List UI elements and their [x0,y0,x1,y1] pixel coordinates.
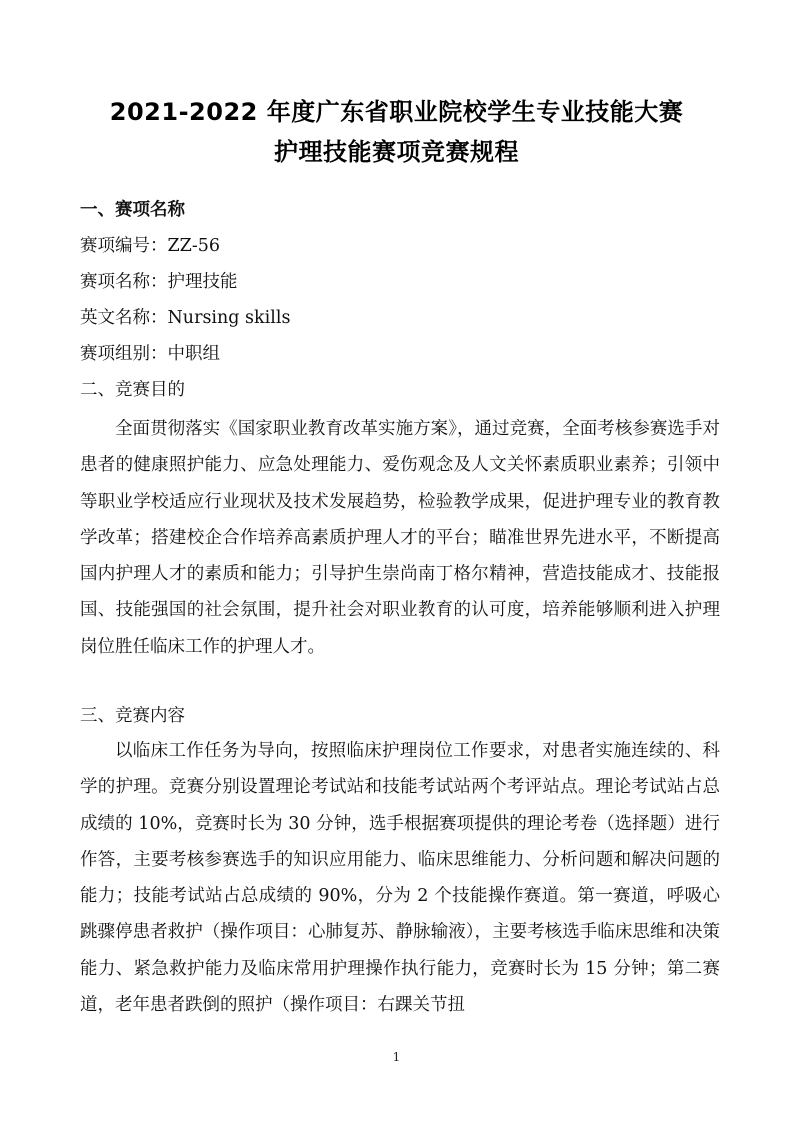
section-heading-event-name: 一、赛项名称 [80,200,185,220]
event-name: 赛项名称：护理技能 [80,272,238,292]
document-title-line-2: 护理技能赛项竞赛规程 [274,138,519,166]
section-heading-purpose: 二、竞赛目的 [80,380,185,400]
event-english-name: 英文名称：Nursing skills [80,308,291,328]
document-title-line-1: 2021-2022 年度广东省职业院校学生专业技能大赛 [109,98,684,126]
purpose-paragraph: 全面贯彻落实《国家职业教育改革实施方案》，通过竞赛，全面考核参赛选手对患者的健康照护能力、应急处理能力、爱伤观念及人文关怀素质职业素养；引领中等职业学校适应行业现状及技术发展趋势，检验教学成果，促进护理专业的教育教学改革；搭建校企合作培养高素质护理人才的平台；瞄准世界先进水平，不断提高国内护理人才的素质和能力；引导护生崇尚南丁格尔精神，营造技能成才、技能报国、技能强国的社会氛围，提升社会对职业教育的认可度，培养能够顺利进入护理岗位胜任临床工作的护理人才。 [80,419,720,657]
section-heading-content: 三、竞赛内容 [80,706,185,726]
page-number: 1 [392,1050,401,1064]
event-group: 赛项组别：中职组 [80,344,220,364]
event-code: 赛项编号：ZZ-56 [80,236,220,256]
content-paragraph: 以临床工作任务为导向，按照临床护理岗位工作要求，对患者实施连续的、科学的护理。竞赛分别设置理论考试站和技能考试站两个考评站点。理论考试站占总成绩的 10%，竞赛时长为 30 分钟，选手根据赛项提供的理论考卷（选择题）进行作答，主要考核参赛选手的知识应用能力、临床思维能力、分析问题和解决问题的能力；技能考试站占总成绩的 90%，分为 2 个技能操作赛道。第一赛道，呼吸心跳骤停患者救护（操作项目：心肺复苏、静脉输液），主要考核选手临床思维和决策能力、紧急救护能力及临床常用护理操作执行能力，竞赛时长为 15 分钟；第二赛道，老年患者跌倒的照护（操作项目：右踝关节扭 [80,741,720,1016]
